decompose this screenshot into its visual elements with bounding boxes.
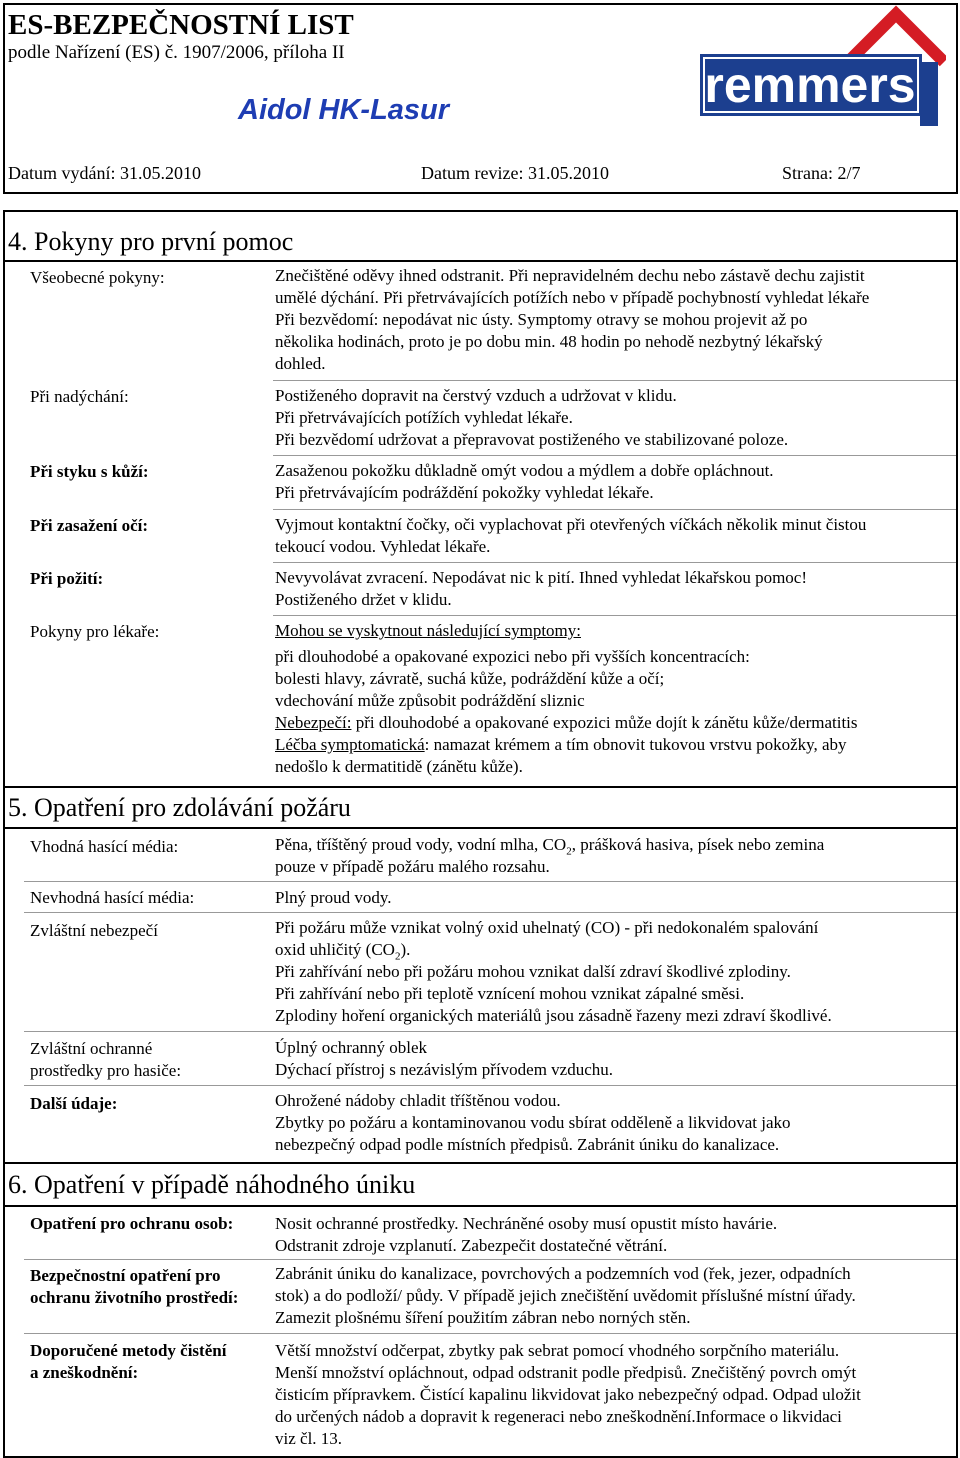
text-line: Zasaženou pokožku důkladně omýt vodou a mýdlem a dobře opláchnout. (275, 461, 774, 480)
text-line: Při bezvědomí: nepodávat nic ústy. Symptomy otravy se mohou projevit až po (275, 310, 808, 329)
regulation-reference: podle Nařízení (ES) č. 1907/2006, příloha II (8, 42, 345, 63)
doctor-notes-text (275, 620, 955, 778)
text-line: Při přetrvávajících potížích vyhledat lékaře. (275, 408, 573, 427)
text-line: Větší množství odčerpat, zbytky pak sebrat pomocí vhodného sorpčního materiálu. (275, 1341, 840, 1360)
personal-precautions-text (275, 1213, 955, 1257)
symptoms-heading: Mohou se vyskytnout následující symptomy: (275, 621, 581, 640)
general-advice-label: Všeobecné pokyny: (30, 268, 165, 287)
text-line: dohled. (275, 354, 326, 373)
row-divider (24, 912, 956, 913)
danger-label: Nebezpečí: (275, 713, 352, 732)
treatment-label: Léčba symptomatická (275, 735, 425, 754)
section-divider (3, 827, 956, 829)
doctor-notes-label: Pokyny pro lékaře: (30, 622, 160, 641)
logo-wordmark-text: remmers (704, 57, 916, 113)
text-line: Menší množství opláchnout, odpad odstranit podle předpisů. Znečištěný povrch omýt (275, 1363, 857, 1382)
eye-contact-text (275, 514, 955, 558)
row-divider (273, 380, 956, 381)
section-divider (3, 1205, 956, 1207)
general-advice-text (275, 265, 955, 375)
section-6-title: 6. Opatření v případě náhodného úniku (8, 1170, 416, 1199)
eye-contact-label: Při zasažení očí: (30, 516, 149, 535)
issue-date: Datum vydání: 31.05.2010 (8, 163, 201, 183)
label-line: prostředky pro hasiče: (30, 1061, 182, 1080)
text-fragment: Pěna, tříštěný proud vody, vodní mlha, CO (275, 835, 567, 854)
text-line: Postiženého dopravit na čerstvý vzduch a udržovat v klidu. (275, 386, 677, 405)
skin-contact-label: Při styku s kůží: (30, 462, 149, 481)
logo-wordmark (700, 44, 946, 114)
text-line: stok) a do podloží/ půdy. V případě jejich znečištění uvědomit příslušné místní úřady. (275, 1286, 856, 1305)
text-line: čisticím přípravkem. Čistící kapalinu likvidovat jako nebezpečný odpad. Odpad uložit (275, 1385, 861, 1404)
label-line: Bezpečnostní opatření pro (30, 1266, 221, 1285)
subscript: 2 (394, 950, 401, 963)
skin-contact-text (275, 460, 955, 504)
additional-info-text (275, 1090, 955, 1156)
danger-text: při dlouhodobé a opakované expozici může dojít k zánětu kůže/dermatitis (351, 713, 858, 732)
section-5-title: 5. Opatření pro zdolávání požáru (8, 793, 351, 822)
text-line: Postiženého držet v klidu. (275, 590, 452, 609)
text-line: Při požáru může vznikat volný oxid uhelnatý (CO) - při nedokonalém spalování (275, 918, 819, 937)
text-line: viz čl. 13. (275, 1429, 343, 1448)
text-line (275, 712, 955, 734)
suitable-media-text (275, 834, 955, 878)
protective-equipment-label (30, 1038, 270, 1082)
text-line: Vyjmout kontaktní čočky, oči vyplachovat při otevřených víčkách několik minut čistou (275, 515, 867, 534)
treatment-text: : namazat krémem a tím obnovit tukovou vrstvu pokožky, aby (424, 735, 847, 754)
row-divider (24, 1085, 956, 1086)
text-line: Zamezit plošnému šíření použitím zábran nebo norných stěn. (275, 1308, 691, 1327)
subscript: 2 (566, 845, 572, 858)
text-line: Ohrožené nádoby chladit tříštěnou vodou. (275, 1091, 561, 1110)
text-line: Nosit ochranné prostředky. Nechráněné osoby musí opustit místo havárie. (275, 1214, 778, 1233)
ingestion-label: Při požití: (30, 569, 104, 588)
text-line: Plný proud vody. (275, 888, 392, 907)
unsuitable-media-label: Nevhodná hasící média: (30, 888, 195, 907)
environmental-precautions-label (30, 1265, 275, 1309)
text-line: Zabránit úniku do kanalizace, povrchových a podzemních vod (řek, jezer, odpadních (275, 1264, 851, 1283)
text-line: Odstranit zdroje vzplanutí. Zabezpečit dostatečné větrání. (275, 1236, 668, 1255)
suitable-media-label: Vhodná hasící média: (30, 837, 179, 856)
text-line: Při zahřívání nebo při požáru mohou vznikat další zdraví škodlivé zplodiny. (275, 962, 791, 981)
text-line: Při zahřívání nebo při teplotě vznícení mohou vznikat zápalné směsi. (275, 984, 745, 1003)
row-divider (24, 1259, 956, 1260)
cleanup-methods-label (30, 1340, 275, 1384)
product-name: Aidol HK-Lasur (238, 94, 450, 126)
text-line: nedošlo k dermatitidě (zánětu kůže). (275, 757, 523, 776)
protective-equipment-text (275, 1037, 955, 1081)
text-line: nebezpečný odpad podle místních předpisů. Zabránit úniku do kanalizace. (275, 1135, 780, 1154)
text-line (275, 834, 955, 856)
text-fragment: ). (400, 940, 411, 959)
label-line: a zneškodnění: (30, 1363, 139, 1382)
row-divider (273, 615, 956, 616)
revision-date: Datum revize: 31.05.2010 (421, 163, 609, 183)
text-line: pouze v případě požáru malého rozsahu. (275, 857, 550, 876)
remmers-logo (700, 4, 946, 132)
text-fragment: oxid uhličitý (CO (275, 940, 395, 959)
row-divider (24, 1333, 956, 1334)
text-line (275, 939, 955, 961)
personal-precautions-label: Opatření pro ochranu osob: (30, 1214, 234, 1233)
page-number: Strana: 2/7 (782, 163, 861, 183)
text-line: při dlouhodobé a opakované expozici nebo při vyšších koncentracích: (275, 647, 750, 666)
row-divider (273, 509, 956, 510)
special-hazards-label: Zvláštní nebezpečí (30, 921, 158, 940)
section-4-title: 4. Pokyny pro první pomoc (8, 227, 294, 256)
text-line: Zplodiny hoření organických materiálů jsou zásadně řazeny mezi zdraví škodlivé. (275, 1006, 832, 1025)
text-line: Úplný ochranný oblek (275, 1038, 428, 1057)
additional-info-label: Další údaje: (30, 1094, 118, 1113)
text-fragment: , prášková hasiva, písek nebo zemina (571, 835, 825, 854)
special-hazards-text (275, 917, 955, 1027)
text-line: Při bezvědomí udržovat a přepravovat postiženého ve stabilizované poloze. (275, 430, 789, 449)
inhalation-label: Při nadýchání: (30, 387, 129, 406)
text-line: několika hodinách, proto je po dobu min. 48 hodin po nehodě nezbytný lékařský (275, 332, 823, 351)
document-title: ES-BEZPEČNOSTNÍ LIST (8, 9, 354, 41)
text-line: umělé dýchání. Při přetrvávajících potížích nebo v případě pochybností vyhledat lékaře (275, 288, 870, 307)
label-line: Zvláštní ochranné (30, 1039, 153, 1058)
label-line: Doporučené metody čistění (30, 1341, 227, 1360)
text-line: Znečištěné oděvy ihned odstranit. Při nepravidelném dechu nebo zástavě dechu zajistit (275, 266, 865, 285)
unsuitable-media-text (275, 887, 955, 909)
text-line: vdechování může způsobit podráždění sliznic (275, 691, 585, 710)
inhalation-text (275, 385, 955, 451)
text-line: do určených nádob a dopravit k regeneraci nebo zneškodnění.Informace o likvidaci (275, 1407, 842, 1426)
ingestion-text (275, 567, 955, 611)
section-divider (3, 786, 956, 788)
row-divider (273, 455, 956, 456)
cleanup-methods-text (275, 1340, 955, 1450)
text-line: bolesti hlavy, závratě, suchá kůže, podráždění kůže a očí; (275, 669, 665, 688)
text-line: Při přetrvávajícím podráždění pokožky vyhledat lékaře. (275, 483, 654, 502)
text-line: Dýchací přístroj s nezávislým přívodem vzduchu. (275, 1060, 614, 1079)
text-line: tekoucí vodou. Vyhledat lékaře. (275, 537, 491, 556)
section-divider (3, 1162, 956, 1164)
section-divider (3, 260, 956, 262)
row-divider (273, 562, 956, 563)
environmental-precautions-text (275, 1263, 955, 1329)
label-line: ochranu životního prostředí: (30, 1288, 239, 1307)
text-line: Zbytky po požáru a kontaminovanou vodu sbírat odděleně a likvidovat jako (275, 1113, 791, 1132)
text-line: Nevyvolávat zvracení. Nepodávat nic k pití. Ihned vyhledat lékařskou pomoc! (275, 568, 808, 587)
text-line (275, 734, 955, 756)
row-divider (24, 1031, 956, 1032)
row-divider (24, 881, 956, 882)
